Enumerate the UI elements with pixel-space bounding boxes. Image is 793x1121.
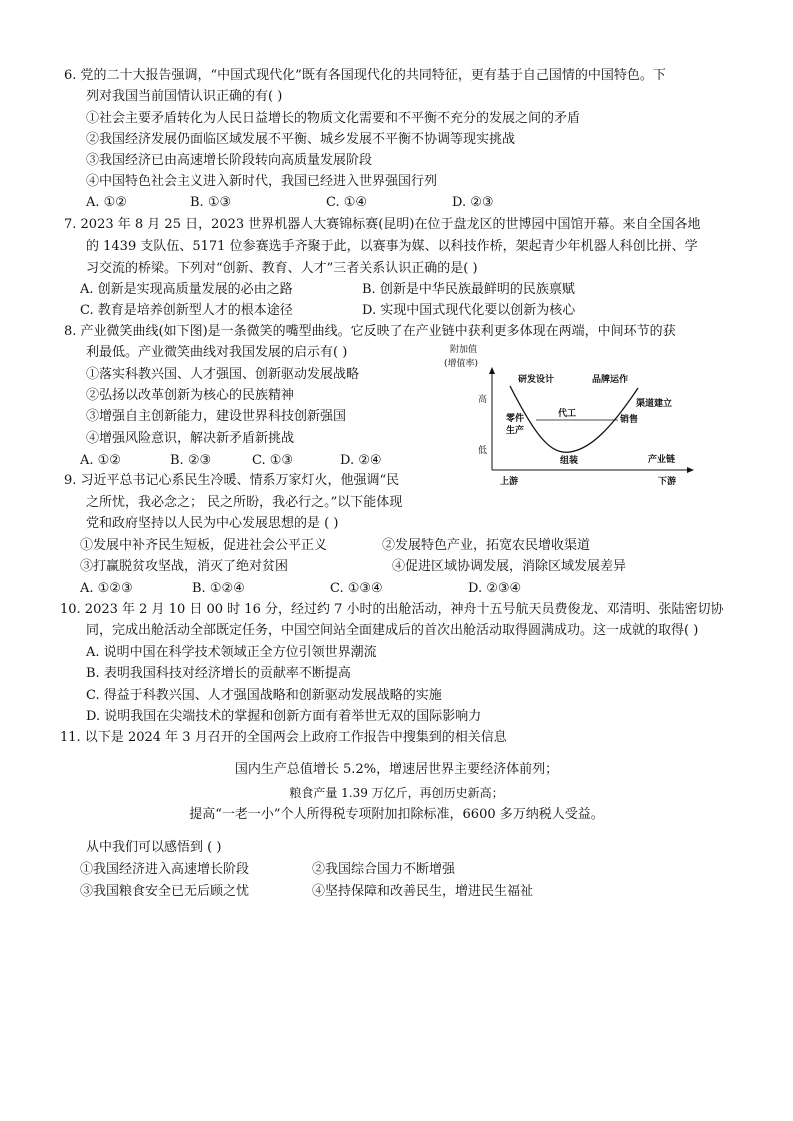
chart-high-label: 高 xyxy=(478,395,488,405)
q9-option-3: ③打赢脱贫攻坚战，消灭了绝对贫困 xyxy=(80,559,289,574)
q8-option-1: ①落实科教兴国、人才强国、创新驱动发展战略 xyxy=(86,367,360,382)
chart-ylabel-1: 附加值 xyxy=(450,345,478,355)
label-downstream: 下游 xyxy=(658,477,677,487)
label-channel: 渠道建立 xyxy=(636,399,673,409)
q11-stem: 11. 以下是 2024 年 3 月召开的全国两会上政府工作报告中搜集到的相关信息 xyxy=(60,730,507,745)
label-sales: 销售 xyxy=(620,415,639,425)
q7-choice-a: A. 创新是实现高质量发展的必由之路 xyxy=(80,282,293,297)
smile-curve-figure xyxy=(440,340,700,490)
q7-choice-b: B. 创新是中华民族最鲜明的民族禀赋 xyxy=(362,282,575,297)
smile-curve xyxy=(510,386,638,452)
q9-option-2: ②发展特色产业，拓宽农民增收渠道 xyxy=(382,538,591,553)
label-parts-2: 生产 xyxy=(506,426,525,436)
q11-info-gdp: 国内生产总值增长 5.2%，增速居世界主要经济体前列； xyxy=(234,762,559,777)
q10-choice-a: A. 说明中国在科学技术领域正全方位引领世界潮流 xyxy=(86,645,377,660)
q6-choice-c: C. ①④ xyxy=(326,195,368,210)
q8-option-2: ②弘扬以改革创新为核心的民族精神 xyxy=(86,388,295,403)
q6-option-2: ②我国经济发展仍面临区域发展不平衡、城乡发展不平衡不协调等现实挑战 xyxy=(86,132,516,147)
q6-choice-a: A. ①② xyxy=(86,195,127,210)
q9-choice-b: B. ①②④ xyxy=(192,581,245,596)
label-oem: 代工 xyxy=(558,409,577,419)
q11-option-1: ①我国经济进入高速增长阶段 xyxy=(80,862,250,877)
chart-y-arrow xyxy=(489,367,495,374)
q8-choice-c: C. ①③ xyxy=(252,453,294,468)
q6-choice-d: D. ②③ xyxy=(452,195,494,210)
q8-choice-a: A. ①② xyxy=(80,453,121,468)
q10-choice-b: B. 表明我国科技对经济增长的贡献率不断提高 xyxy=(86,666,351,681)
chart-x-arrow xyxy=(687,467,694,473)
q11-info-tax: 提高“一老一小”个人所得税专项附加扣除标准，6600 多万纳税人受益。 xyxy=(189,807,604,822)
q11-stem-2: 从中我们可以感悟到 ( ) xyxy=(86,840,222,855)
q9-stem-line1: 9. 习近平总书记心系民生冷暖、情系万家灯火，他强调“民 xyxy=(64,473,400,488)
q11-option-4: ④坚持保障和改善民生，增进民生福祉 xyxy=(312,884,534,899)
q9-stem-line3: 党和政府坚持以人民为中心发展思想的是 ( ) xyxy=(86,516,339,531)
q9-choice-a: A. ①②③ xyxy=(80,581,133,596)
q6-stem-line1: 6. 党的二十大报告强调，“中国式现代化”既有各国现代化的共同特征，更有基于自己国情的中国特色。下 xyxy=(64,68,666,83)
q6-option-4: ④中国特色社会主义进入新时代，我国已经进入世界强国行列 xyxy=(86,174,438,189)
q6-option-3: ③我国经济已由高速增长阶段转向高质量发展阶段 xyxy=(86,153,373,168)
label-parts-1: 零件 xyxy=(506,414,525,424)
q8-option-4: ④增强风险意识，解决新矛盾新挑战 xyxy=(86,431,295,446)
q7-choice-c: C. 教育是培养创新型人才的根本途径 xyxy=(80,303,293,318)
q8-option-3: ③增强自主创新能力，建设世界科技创新强国 xyxy=(86,409,347,424)
q10-stem-line2: 同，完成出舱活动全部既定任务，中国空间站全面建成后的首次出舱活动取得圆满成功。这一成就的取得( ) xyxy=(86,623,699,638)
q7-choice-d: D. 实现中国式现代化要以创新为核心 xyxy=(362,303,576,318)
q9-choice-c: C. ①③④ xyxy=(330,581,383,596)
q9-option-1: ①发展中补齐民生短板，促进社会公平正义 xyxy=(80,538,328,553)
q11-option-2: ②我国综合国力不断增强 xyxy=(312,862,456,877)
q10-stem-line1: 10. 2023 年 2 月 10 日 00 时 16 分，经过约 7 小时的出舱活动，神舟十五号航天员费俊龙、邓清明、张陆密切协 xyxy=(60,602,724,617)
label-brand: 品牌运作 xyxy=(592,375,629,385)
q6-choice-b: B. ①③ xyxy=(190,195,232,210)
q7-stem-line3: 习交流的桥梁。下列对“创新、教育、人才”三者关系认识正确的是( ) xyxy=(86,261,478,276)
q8-stem-line2: 利最低。产业微笑曲线对我国发展的启示有( ) xyxy=(86,345,348,360)
q9-option-4: ④促进区域协调发展，消除区域发展差异 xyxy=(392,559,627,574)
q9-choice-d: D. ②③④ xyxy=(468,581,522,596)
q7-stem-line2: 的 1439 支队伍、5171 位参赛选手齐聚于此，以赛事为媒、以科技作桥，架起青少年机器人科创比拼、学 xyxy=(86,239,698,254)
label-assembly: 组装 xyxy=(560,456,579,466)
label-upstream: 上游 xyxy=(500,477,519,487)
q6-option-1: ①社会主要矛盾转化为人民日益增长的物质文化需要和不平衡不充分的发展之间的矛盾 xyxy=(86,111,581,126)
q8-choice-d: D. ②④ xyxy=(340,453,382,468)
q11-option-3: ③我国粮食安全已无后顾之忧 xyxy=(80,884,250,899)
q6-stem-line2: 列对我国当前国情认识正确的有( ) xyxy=(86,89,283,104)
chart-ylabel-2: (增值率) xyxy=(444,359,479,369)
q7-stem-line1: 7. 2023 年 8 月 25 日，2023 世界机器人大赛锦标赛(昆明)在位于盘龙区的世博园中国馆开幕。来自全国各地 xyxy=(64,217,701,232)
q9-stem-line2: 之所忧，我必念之； 民之所盼，我必行之。”以下能体现 xyxy=(86,495,403,510)
label-rd: 研发设计 xyxy=(518,375,555,385)
q8-stem-line1: 8. 产业微笑曲线(如下图)是一条微笑的嘴型曲线。它反映了在产业链中获利更多体现在两端，中间环节的获 xyxy=(64,324,676,339)
chart-xlabel: 产业链 xyxy=(648,455,676,465)
q8-choice-b: B. ②③ xyxy=(170,453,212,468)
q11-info-grain: 粮食产量 1.39 万亿斤，再创历史新高； xyxy=(289,786,504,800)
q10-choice-d: D. 说明我国在尖端技术的掌握和创新方面有着举世无双的国际影响力 xyxy=(86,709,482,724)
q10-choice-c: C. 得益于科教兴国、人才强国战略和创新驱动发展战略的实施 xyxy=(86,688,442,703)
chart-low-label: 低 xyxy=(478,446,488,456)
